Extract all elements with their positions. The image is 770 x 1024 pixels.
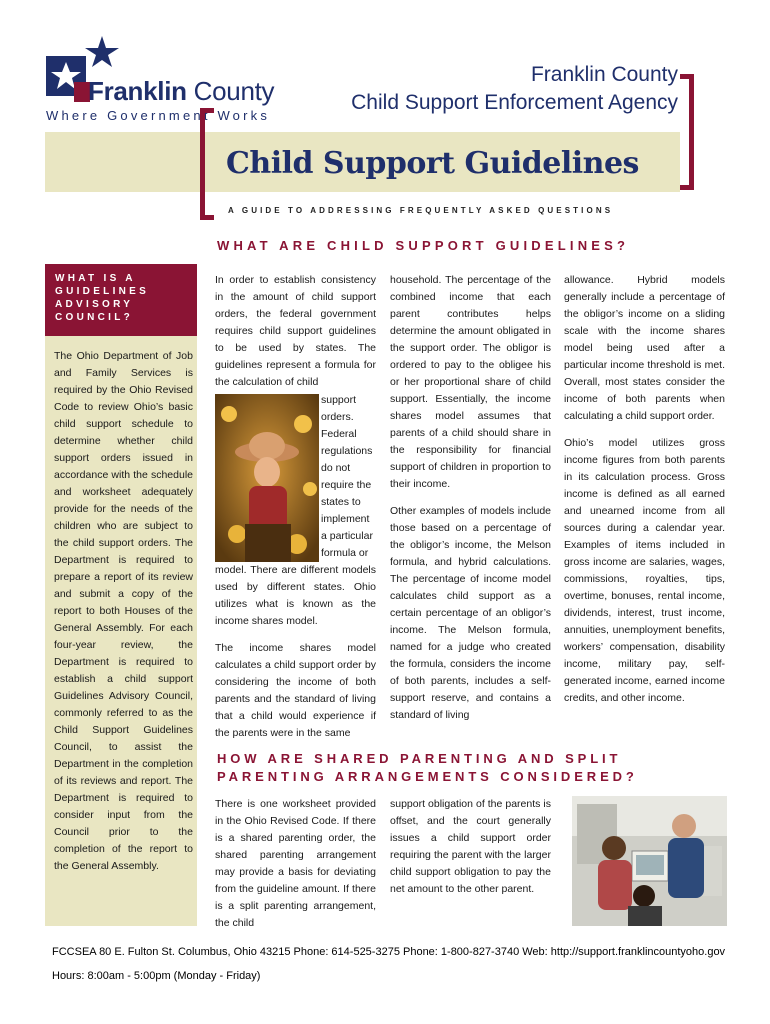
section2-heading-line-2: PARENTING ARRANGEMENTS CONSIDERED?: [217, 769, 638, 784]
section2-column-1: There is one worksheet provided in the Ohio Revised Code. If there is a shared parenting order, the shared parenting arrangement may provide a basis for deviating from the guideline amount. If there is a split parenting arrangement, the child: [215, 798, 376, 929]
col3-paragraph-2: Ohio’s model utilizes gross income figures from both parents in its calculation process. Gross income is defined as all earned and unearned income from all sources during a calendar year. Examples of items included in gross income are salaries, wages, commissions, royalties, tips, overtime, bonuses, rental income, dividends, interest, trust income, annuities, unemployment benefits, workers’ compensation, disability income, military pay, self-generated income, earned income credits, and other income.: [564, 437, 725, 704]
logo-tagline: Where Government Works: [46, 108, 271, 123]
logo-wordmark: Franklin County: [88, 76, 275, 106]
sidebar-title: WHAT IS A GUIDELINES ADVISORY COUNCIL?: [55, 273, 150, 323]
section2-column-2: support obligation of the parents is offset, and the court generally issues a child support order requiring the parent with the larger child support obligation to pay the net amount to the other parent.: [390, 798, 551, 895]
franklin-county-logo: [42, 30, 302, 125]
column-1: [215, 272, 376, 401]
agency-name: [351, 62, 678, 118]
office-photo: [572, 796, 727, 926]
section2-heading-line-1: HOW ARE SHARED PARENTING AND SPLIT: [217, 751, 622, 766]
footer-contact: FCCSEA 80 E. Fulton St. Columbus, Ohio 43215 Phone: 614-525-3275 Phone: 1-800-827-3740 Web: http://support.franklincountyoho.gov: [52, 946, 726, 958]
page-title: Child Support Guidelines: [226, 146, 639, 181]
col3-paragraph-1: allowance. Hybrid models generally include a percentage of the obligor’s income on a sliding scale with the income shares model being used after a particular income threshold is met. Overall, most states consider the income of both parents when calculating a child support order.: [564, 274, 725, 422]
agency-line-2: Child Support Enforcement Agency: [351, 91, 678, 114]
col1-paragraph-2: The income shares model calculates a child support order by considering the income of both parents and the standard of living that a child would experience if the parents were in the same: [215, 642, 376, 739]
col1-paragraph-1: In order to establish consistency in the amount of child support orders, the federal government requires child support guidelines to be used by states. The guidelines represent a formula for the calculation of child: [215, 274, 376, 388]
footer-hours: Hours: 8:00am - 5:00pm (Monday - Friday): [52, 970, 261, 982]
child-photo: [215, 394, 319, 562]
column-3: [564, 272, 725, 717]
column-2: [390, 272, 551, 734]
bracket-right: [680, 74, 694, 190]
bracket-left: [200, 108, 214, 220]
page-subtitle: A GUIDE TO ADDRESSING FREQUENTLY ASKED QUESTIONS: [228, 206, 614, 215]
col2-paragraph-1: household. The percentage of the combined income that each parent contributes helps determine the amount obligated in the support order. The obligor is ordered to pay to the obligee his or her proportional share of child support. Essentially, the income shares model assumes that parents of a child should share in the responsibility for financial support of children in proportion to their income.: [390, 274, 551, 490]
col1-paragraph-1-end: model. There are different models used by different states. Ohio utilizes what is known as the income shares model.: [215, 564, 376, 627]
section-heading-shared-parenting: [217, 750, 638, 786]
section-heading-guidelines: WHAT ARE CHILD SUPPORT GUIDELINES?: [217, 238, 630, 253]
sidebar-text: The Ohio Department of Job and Family Services is required by the Ohio Revised Code to review Ohio’s basic child support schedule to determine whether child support orders issued in accordance with the schedule and worksheet adequately provide for the needs of the children who are subject to the child support orders. The Department is required to prepare a report of its review and submit a copy of the report to both Houses of the General Assembly. For each four-year review, the Department is required to establish a child support Guidelines Advisory Council, commonly referred to as the Child Support Guidelines Council, to assist the Department in the completion of its reviews and report. The Department is required to consider input from the Council prior to the completion of the report to the General Assembly.: [54, 350, 193, 872]
sidebar-header: [45, 264, 197, 336]
column-1-continued: [215, 562, 376, 752]
col2-paragraph-2: Other examples of models include those based on a percentage of the obligor’s income, the Melson formula, and hybrid calculations. The percentage of income model calculates child support as a certain percentage of an obligor’s income. The Melson formula, named for a judge who created the formula, considers the income of both parents, includes a self-support reserve, and contains a standard of living: [390, 505, 551, 721]
agency-line-1: Franklin County: [530, 63, 678, 86]
wrapped-text: support orders. Federal regulations do not require the states to implement a particular formula or: [321, 394, 373, 559]
